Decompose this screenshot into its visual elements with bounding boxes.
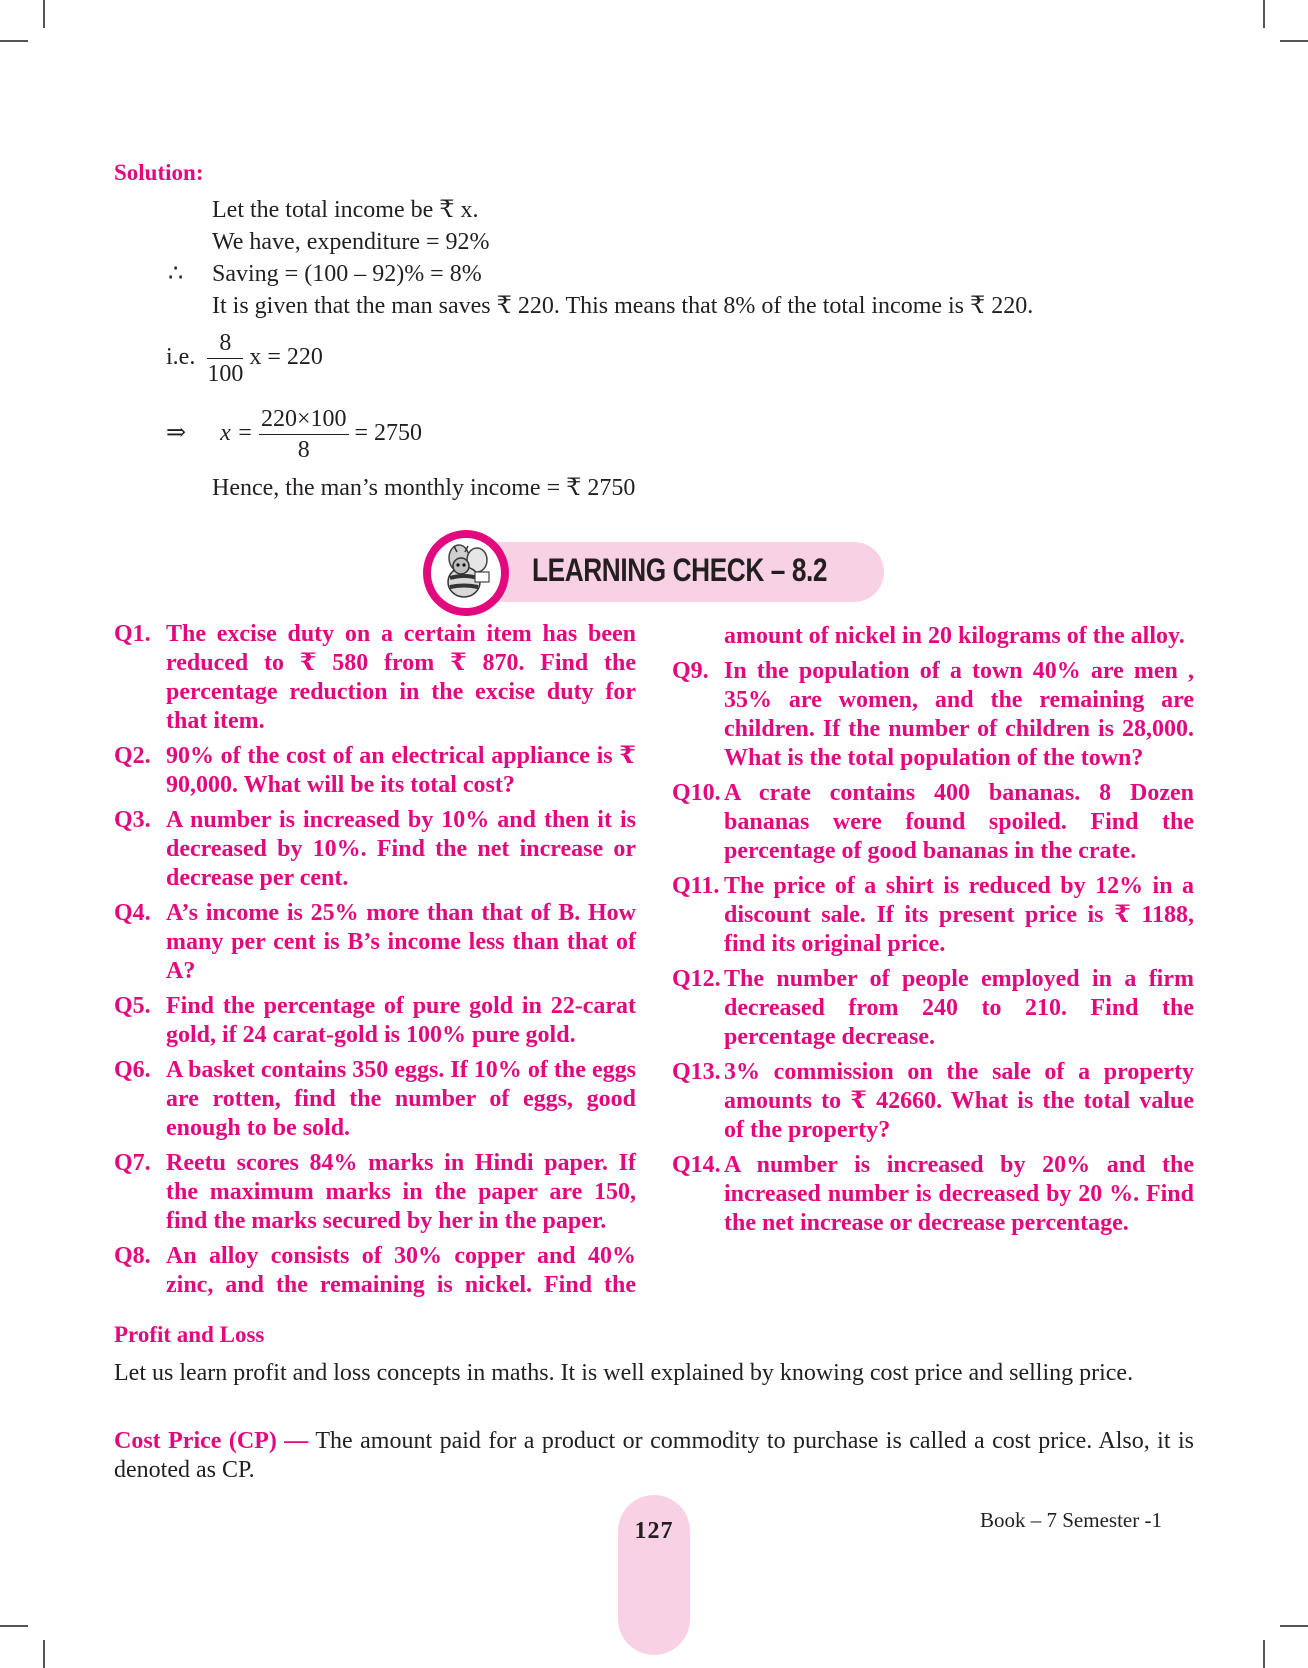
question-number: Q1. [114,621,151,647]
question-item [672,1151,1194,1238]
fraction-denominator: 100 [207,361,244,387]
equation-rest: x = 220 [249,344,323,371]
crop-mark [1263,1640,1265,1668]
question-item [114,1056,636,1143]
question-item [114,620,636,736]
question-continuation [672,622,1194,651]
equation-2 [166,404,422,465]
profit-loss-heading: Profit and Loss [114,1322,265,1347]
question-number: Q3. [114,807,151,833]
solution-conclusion: Hence, the man’s monthly income = ₹ 2750 [212,475,636,501]
cost-price-text: The amount paid for a product or commodity to purchase is called a cost price. Also, it is denoted as CP. [114,1428,1194,1483]
question-text: The price of a shirt is reduced by 12% in a discount sale. If its present price is ₹ 1188, find its original price. [724,873,1194,957]
question-number: Q10. [672,780,721,806]
book-info: Book – 7 Semester -1 [980,1508,1162,1532]
question-number: Q5. [114,993,151,1019]
learning-check-title: LEARNING CHECK – 8.2 [532,552,828,588]
question-item [672,965,1194,1052]
question-item [114,806,636,893]
question-text: A’s income is 25% more than that of B. How many per cent is B’s income less than that of A? [166,900,636,984]
bee-mascot-icon [437,544,495,602]
question-item [114,742,636,800]
crop-mark [0,40,28,42]
question-text: amount of nickel in 20 kilograms of the alloy. [724,623,1185,649]
question-number: Q11. [672,873,720,899]
question-number: Q14. [672,1152,721,1178]
question-text: A number is increased by 20% and the increased number is decreased by 20 %. Find the net increase or decrease percentage. [724,1152,1194,1236]
question-text: A number is increased by 10% and then it is decreased by 10%. Find the net increase or decrease per cent. [166,807,636,891]
question-text: A crate contains 400 bananas. 8 Dozen bananas were found spoiled. Find the percentage of good bananas in the crate. [724,780,1194,864]
crop-mark [1280,1625,1308,1627]
cost-price-term: Cost Price (CP) — [114,1428,309,1454]
profit-loss-intro: Let us learn profit and loss concepts in maths. It is well explained by knowing cost price and selling price. [114,1360,1134,1386]
crop-mark [1280,40,1308,42]
question-item [672,872,1194,959]
solution-heading: Solution: [114,160,204,185]
question-item [114,1242,636,1300]
solution-line: Saving = (100 – 92)% = 8% [212,261,482,287]
question-item [672,1058,1194,1145]
question-item [114,899,636,986]
fraction-numerator: 8 [207,328,243,359]
equation-rest: = 2750 [354,420,423,447]
left-question-column [114,620,636,1306]
question-number: Q13. [672,1059,721,1085]
crop-mark [43,1640,45,1668]
equation-lhs: x = [220,420,253,447]
implies-symbol: ⇒ [166,420,187,447]
question-text: 90% of the cost of an electrical appliance is ₹ 90,000. What will be its total cost? [166,743,636,798]
question-text: A basket contains 350 eggs. If 10% of the eggs are rotten, find the number of eggs, good enough to be sold. [166,1057,636,1141]
question-text: In the population of a town 40% are men , 35% are women, and the remaining are children. If the number of children is 28,000. What is the total population of the town? [724,658,1194,771]
question-number: Q6. [114,1057,151,1083]
question-item [672,657,1194,773]
fraction-numerator: 220×100 [259,404,349,435]
question-text: An alloy consists of 30% copper and 40% zinc, and the remaining is nickel. Find the [166,1243,636,1298]
therefore-symbol: ∴ [168,261,184,287]
question-text: Find the percentage of pure gold in 22-carat gold, if 24 carat-gold is 100% pure gold. [166,993,636,1048]
question-item [114,992,636,1050]
crop-mark [1263,0,1265,28]
fraction-denominator: 8 [297,437,310,463]
ie-label: i.e. [166,344,196,371]
equation-1 [166,328,323,389]
question-number: Q7. [114,1150,151,1176]
question-number: Q2. [114,743,151,769]
question-number: Q12. [672,966,721,992]
page-number: 127 [634,1518,674,1544]
question-item [672,779,1194,866]
question-text: The number of people employed in a firm decreased from 240 to 210. Find the percentage decrease. [724,966,1194,1050]
solution-line: Let the total income be ₹ x. [212,197,479,223]
question-number: Q9. [672,658,709,684]
solution-line: We have, expenditure = 92% [212,229,490,255]
solution-line: It is given that the man saves ₹ 220. This means that 8% of the total income is ₹ 220. [212,293,1034,319]
question-text: The excise duty on a certain item has been reduced to ₹ 580 from ₹ 870. Find the percentage reduction in the excise duty for that item. [166,621,636,734]
crop-mark [43,0,45,28]
crop-mark [0,1625,28,1627]
right-question-column [672,622,1194,1244]
question-number: Q4. [114,900,151,926]
question-number: Q8. [114,1243,151,1269]
cost-price-definition [114,1427,1194,1485]
question-text: Reetu scores 84% marks in Hindi paper. If the maximum marks in the paper are 150, find the marks secured by her in the paper. [166,1150,636,1234]
question-item [114,1149,636,1236]
question-text: 3% commission on the sale of a property amounts to ₹ 42660. What is the total value of the property? [724,1059,1194,1143]
